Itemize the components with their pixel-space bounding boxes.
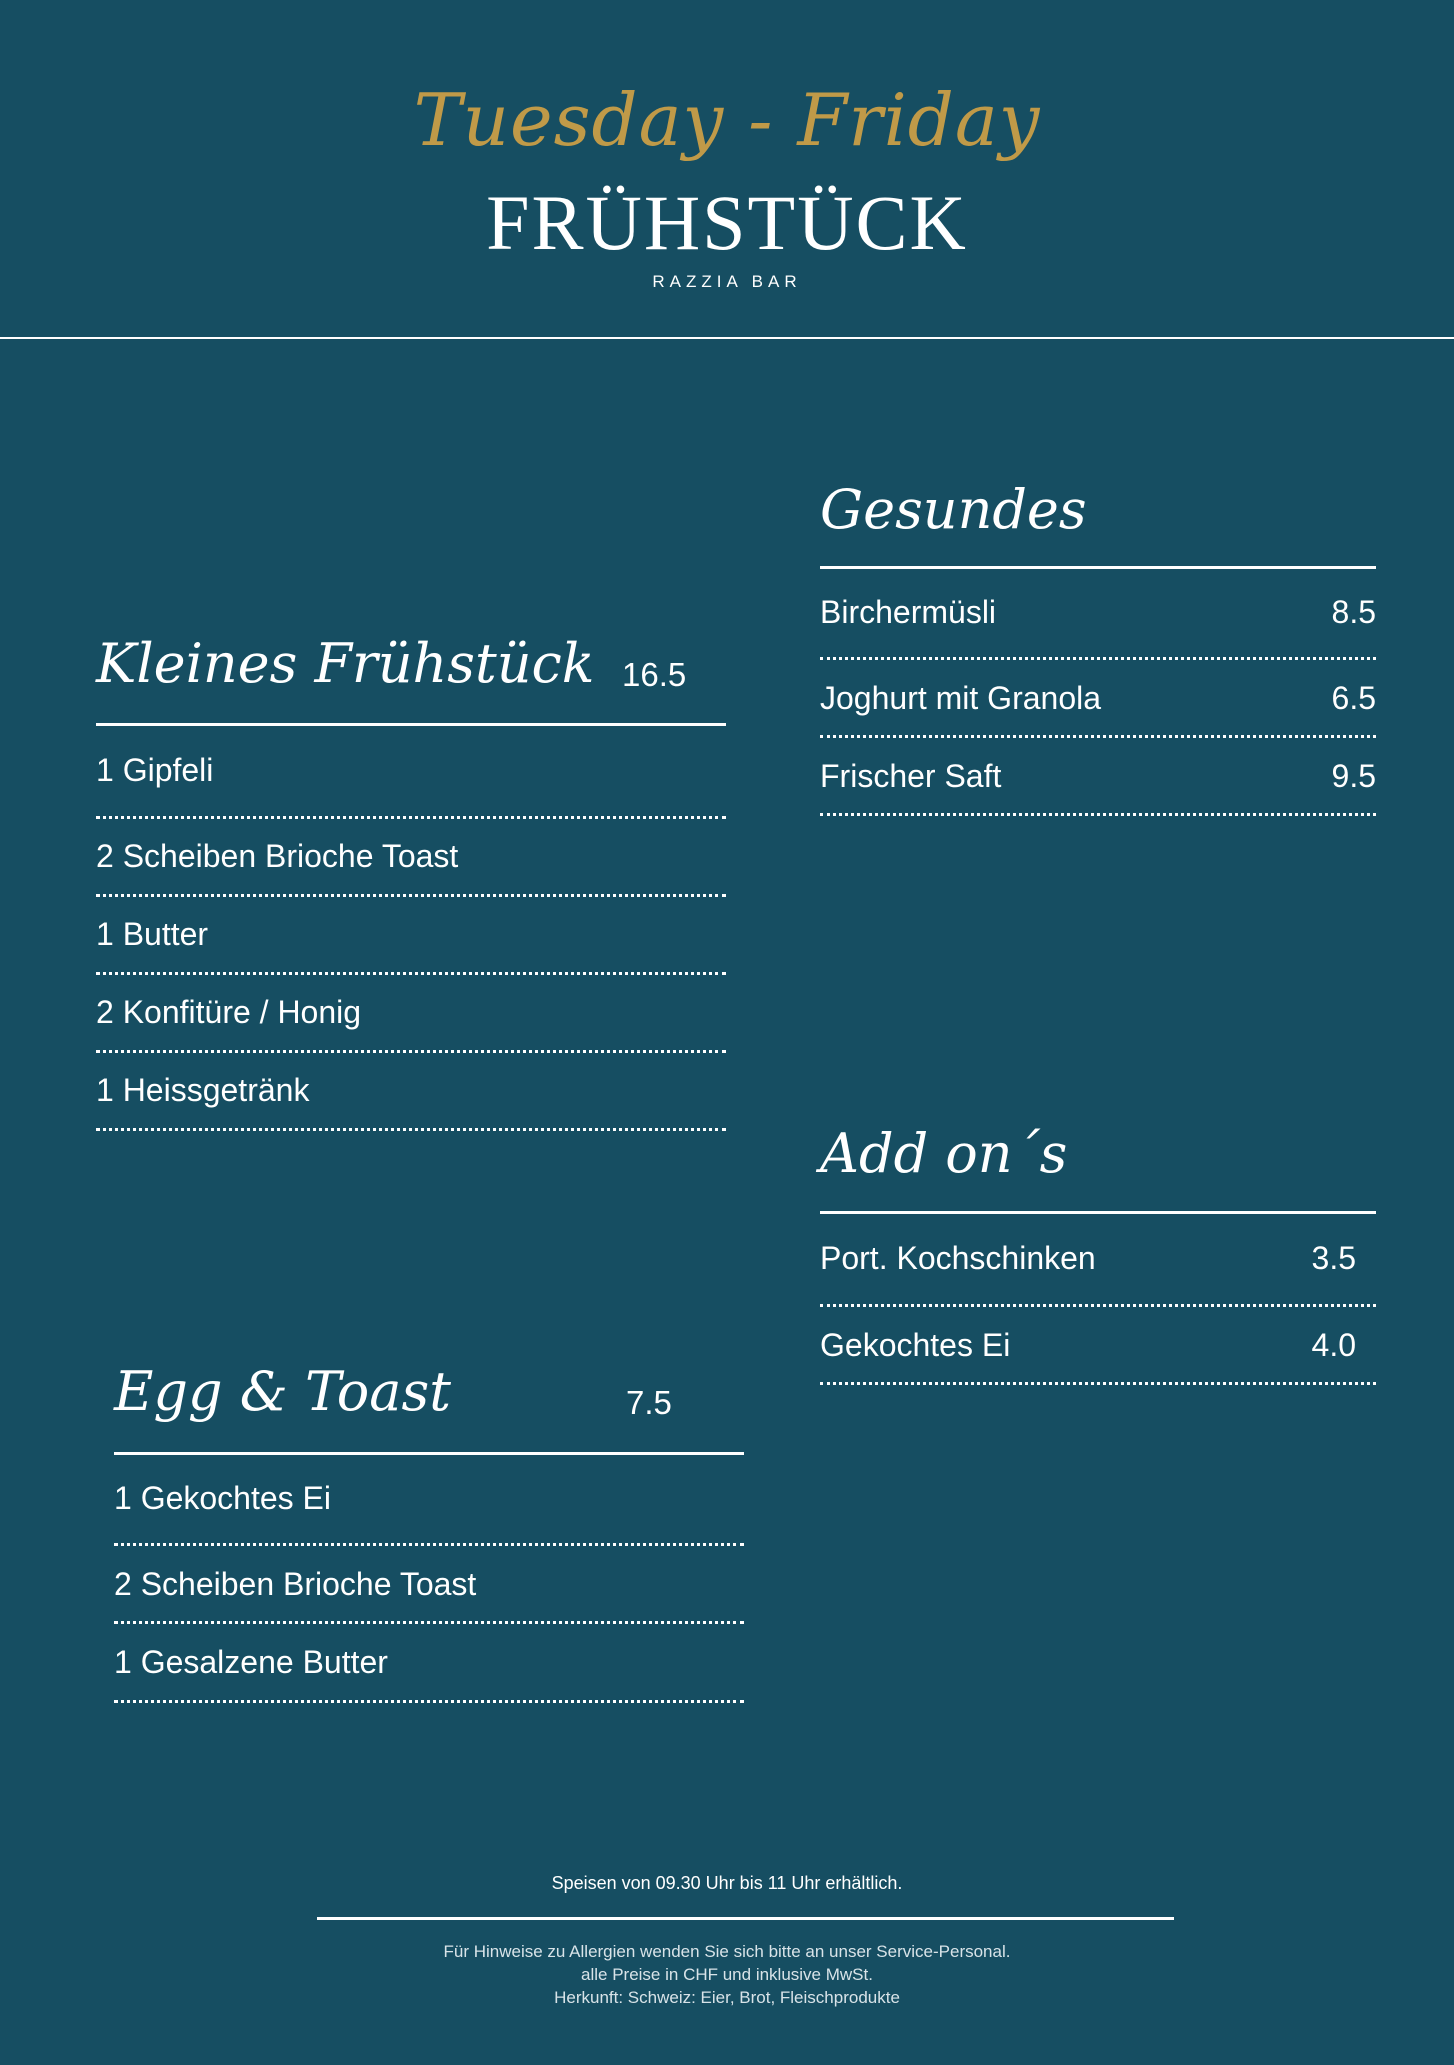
menu-item: Birchermüsli [820, 594, 997, 630]
menu-item: 2 Scheiben Brioche Toast [96, 838, 459, 874]
menu-item: Frischer Saft [820, 758, 1002, 794]
section-title-egg-toast: Egg & Toast [114, 1360, 451, 1423]
item-divider [114, 1543, 744, 1546]
footer-divider [317, 1917, 1174, 1920]
brand-name: RAZZIA BAR [652, 272, 802, 291]
section-rule-gesundes [820, 566, 1376, 569]
item-divider [96, 972, 726, 975]
menu-item: Joghurt mit Granola [820, 680, 1102, 716]
item-divider [96, 1050, 726, 1053]
header-divider [0, 337, 1454, 339]
menu-item: 1 Heissgetränk [96, 1072, 310, 1108]
menu-item-price: 6.5 [1331, 680, 1376, 716]
item-divider [96, 1128, 726, 1131]
item-divider [820, 813, 1376, 816]
section-title-kleines: Kleines Frühstück [96, 632, 595, 695]
menu-item-price: 3.5 [1311, 1240, 1356, 1276]
section-rule-addons [820, 1211, 1376, 1214]
item-divider [96, 894, 726, 897]
item-divider [820, 657, 1376, 660]
menu-item-price: 8.5 [1331, 594, 1376, 630]
section-price-egg-toast: 7.5 [626, 1384, 672, 1421]
service-hours-note: Speisen von 09.30 Uhr bis 11 Uhr erhältlich. [551, 1873, 903, 1893]
header-script-title: Tuesday - Friday [413, 78, 1041, 162]
menu-item: 1 Gesalzene Butter [114, 1644, 388, 1680]
item-divider [820, 1382, 1376, 1385]
menu-item: 2 Konfitüre / Honig [96, 994, 362, 1030]
section-rule-kleines [96, 723, 726, 726]
menu-item: Port. Kochschinken [820, 1240, 1096, 1276]
section-rule-egg-toast [114, 1452, 744, 1455]
item-divider [96, 816, 726, 819]
menu-item: Gekochtes Ei [820, 1327, 1011, 1363]
menu-item: 1 Gekochtes Ei [114, 1480, 331, 1516]
menu-item: 2 Scheiben Brioche Toast [114, 1566, 477, 1602]
section-title-addons: Add on´s [820, 1122, 1068, 1185]
menu-item-price: 9.5 [1331, 758, 1376, 794]
item-divider [820, 735, 1376, 738]
menu-item: 1 Gipfeli [96, 752, 214, 788]
page-title: FRÜHSTÜCK [486, 179, 968, 266]
menu-item: 1 Butter [96, 916, 209, 952]
item-divider [820, 1304, 1376, 1307]
section-title-gesundes: Gesundes [820, 478, 1087, 541]
allergy-note: Für Hinweise zu Allergien wenden Sie sich bitte an unser Service-Personal. [443, 1942, 1011, 1961]
menu-item-price: 4.0 [1311, 1327, 1356, 1363]
item-divider [114, 1700, 744, 1703]
section-price-kleines: 16.5 [622, 656, 687, 693]
origin-note: Herkunft: Schweiz: Eier, Brot, Fleischprodukte [554, 1988, 900, 2007]
price-note: alle Preise in CHF und inklusive MwSt. [581, 1965, 873, 1984]
item-divider [114, 1621, 744, 1624]
